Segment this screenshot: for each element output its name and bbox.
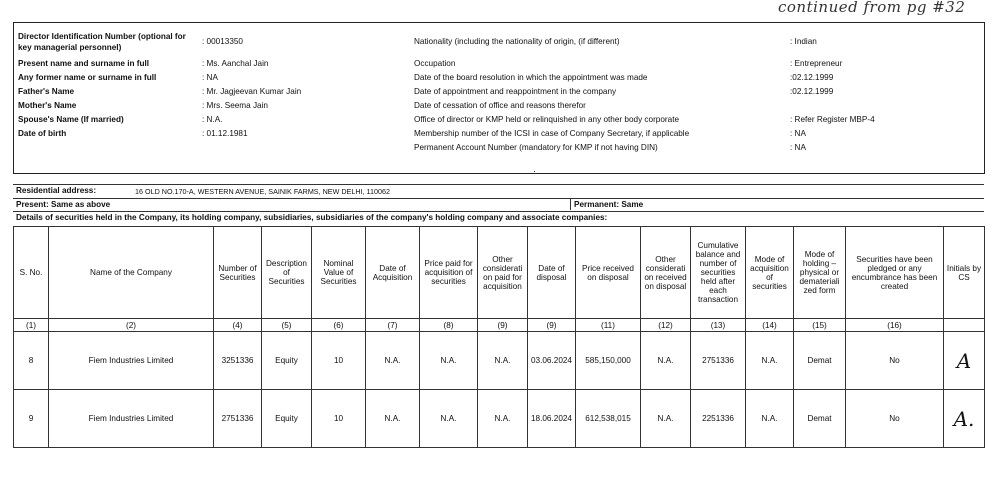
board-resolution-value: :02.12.1999 (790, 73, 834, 82)
column-number-row (14, 319, 985, 332)
occupation-value: : Entrepreneur (790, 59, 843, 68)
divider-top (13, 184, 984, 185)
cell-price-received: 612,538,015 (576, 390, 641, 448)
cell-date-disposal: 03.06.2024 (528, 332, 576, 390)
header-cell: Date of disposal (528, 227, 576, 319)
column-number: (2) (49, 319, 214, 332)
nationality-value: : Indian (790, 37, 817, 46)
cessation-label: Date of cessation of office and reasons therefor (414, 101, 586, 110)
handwritten-note: continued from pg #32 (778, 0, 966, 16)
father-name-label: Father's Name (18, 87, 75, 96)
dob-label: Date of birth (18, 129, 67, 138)
divider-present (13, 211, 984, 212)
cell-cumulative: 2251336 (691, 390, 746, 448)
spouse-name-label: Spouse's Name (If married) (18, 115, 124, 124)
cell-cumulative: 2751336 (691, 332, 746, 390)
cell-initials (944, 332, 985, 390)
cs-signature: A (956, 348, 972, 373)
header-cell: Other considerati on received on disposal (641, 227, 691, 319)
cell-other-paid: N.A. (478, 390, 528, 448)
column-number: (8) (420, 319, 478, 332)
cell-num-securities: 2751336 (214, 390, 262, 448)
din-label: Director Identification Number (optional for key managerial personnel) (18, 32, 186, 52)
icsi-value: : NA (790, 129, 806, 138)
stray-mark: · (533, 166, 536, 176)
cell-num-securities: 3251336 (214, 332, 262, 390)
header-cell: Name of the Company (49, 227, 214, 319)
column-number: (16) (846, 319, 944, 332)
header-cell: Mode of acquisition of securities (746, 227, 794, 319)
cell-price-paid: N.A. (420, 332, 478, 390)
cell-pledged: No (846, 390, 944, 448)
board-resolution-label: Date of the board resolution in which the appointment was made (414, 73, 648, 82)
pan-label: Permanent Account Number (mandatory for KMP if not having DIN) (414, 143, 658, 152)
mother-name-value: : Mrs. Seema Jain (202, 101, 268, 110)
header-cell: Price received on disposal (576, 227, 641, 319)
header-cell: Description of Securities (262, 227, 312, 319)
column-number: (12) (641, 319, 691, 332)
pan-value: : NA (790, 143, 806, 152)
address-value: 16 OLD NO.170-A, WESTERN AVENUE, SAINIK FARMS, NEW DELHI, 110062 (135, 187, 390, 196)
header-cell: Other considerati on paid for acquisition (478, 227, 528, 319)
table-row (14, 332, 985, 390)
icsi-label: Membership number of the ICSI in case of Company Secretary, if applicable (414, 129, 690, 138)
mother-name-label: Mother's Name (18, 101, 77, 110)
office-label: Office of director or KMP held or relinquished in any other body corporate (414, 115, 680, 124)
present-name-value: : Ms. Aanchal Jain (202, 59, 269, 68)
occupation-label: Occupation (414, 59, 456, 68)
cell-price-paid: N.A. (420, 390, 478, 448)
office-value: : Refer Register MBP-4 (790, 115, 875, 124)
column-number: (14) (746, 319, 794, 332)
appointment-label: Date of appointment and reappointment in the company (414, 87, 617, 96)
appointment-value: :02.12.1999 (790, 87, 834, 96)
cell-pledged: No (846, 332, 944, 390)
cell-description: Equity (262, 390, 312, 448)
cell-sno: 9 (14, 390, 49, 448)
header-cell: Cumulative balance and number of securities held after each transaction (691, 227, 746, 319)
director-details-box (13, 22, 985, 174)
permanent-address: Permanent: Same (574, 200, 644, 209)
column-number: (7) (366, 319, 420, 332)
column-number (944, 319, 985, 332)
header-cell: Mode of holding – physical or demateriali zed form (794, 227, 846, 319)
cell-mode-acq: N.A. (746, 332, 794, 390)
cell-description: Equity (262, 332, 312, 390)
cs-signature: A. (953, 406, 975, 431)
cell-company: Fiem Industries Limited (49, 332, 214, 390)
header-cell: Securities have been pledged or any encumbrance has been created (846, 227, 944, 319)
cell-other-received: N.A. (641, 332, 691, 390)
cell-initials (944, 390, 985, 448)
header-cell: Nominal Value of Securities (312, 227, 366, 319)
cell-other-paid: N.A. (478, 332, 528, 390)
cell-nominal: 10 (312, 390, 366, 448)
address-label: Residential address: (16, 186, 97, 195)
header-cell: S. No. (14, 227, 49, 319)
cell-date-acq: N.A. (366, 332, 420, 390)
nationality-label: Nationality (including the nationality of origin, (if different) (414, 37, 620, 46)
column-number: (11) (576, 319, 641, 332)
column-number: (9) (478, 319, 528, 332)
cell-company: Fiem Industries Limited (49, 390, 214, 448)
cell-price-received: 585,150,000 (576, 332, 641, 390)
header-cell: Initials by CS (944, 227, 985, 319)
column-number: (5) (262, 319, 312, 332)
column-number: (4) (214, 319, 262, 332)
former-name-value: : NA (202, 73, 218, 82)
present-address: Present: Same as above (16, 200, 111, 209)
former-name-label: Any former name or surname in full (18, 73, 157, 82)
cell-sno: 8 (14, 332, 49, 390)
column-number: (1) (14, 319, 49, 332)
dob-value: : 01.12.1981 (202, 129, 248, 138)
father-name-value: : Mr. Jagjeevan Kumar Jain (202, 87, 302, 96)
securities-heading: Details of securities held in the Company, its holding company, subsidiaries, subsidiaries of the company's holding company and associate companies: (16, 213, 608, 222)
present-name-label: Present name and surname in full (18, 59, 150, 68)
header-cell: Price paid for acquisition of securities (420, 227, 478, 319)
spouse-name-value: : N.A. (202, 115, 223, 124)
cell-mode-holding: Demat (794, 332, 846, 390)
cell-mode-holding: Demat (794, 390, 846, 448)
cell-nominal: 10 (312, 332, 366, 390)
column-number: (15) (794, 319, 846, 332)
column-number: (9) (528, 319, 576, 332)
din-value: : 00013350 (202, 37, 243, 46)
column-number: (13) (691, 319, 746, 332)
divider-address (13, 198, 984, 199)
table-header-row (14, 227, 985, 319)
cell-other-received: N.A. (641, 390, 691, 448)
column-number: (6) (312, 319, 366, 332)
header-cell: Number of Securities (214, 227, 262, 319)
address-separator (570, 198, 571, 210)
cell-mode-acq: N.A. (746, 390, 794, 448)
cell-date-acq: N.A. (366, 390, 420, 448)
cell-date-disposal: 18.06.2024 (528, 390, 576, 448)
header-cell: Date of Acquisition (366, 227, 420, 319)
table-row (14, 390, 985, 448)
securities-table (13, 226, 985, 448)
